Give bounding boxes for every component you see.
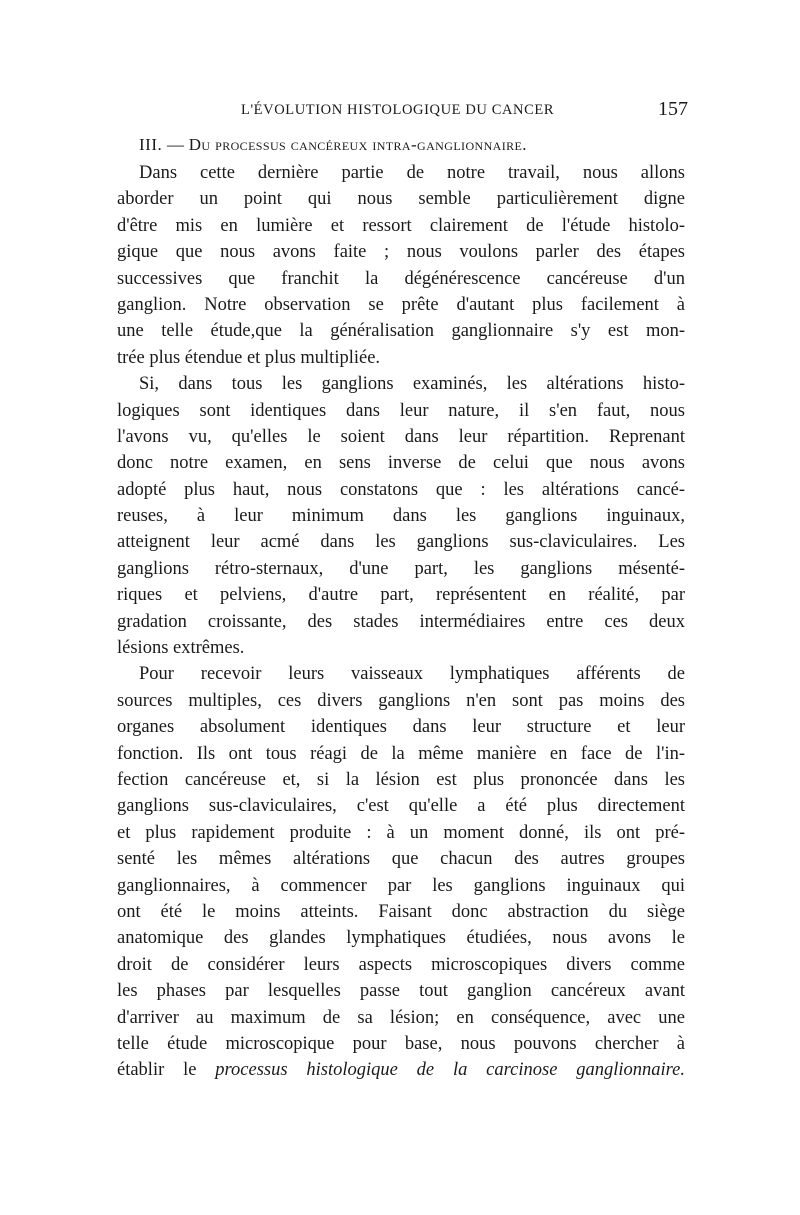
paragraph-2 <box>117 371 685 661</box>
text-line: ont été le moins atteints. Faisant donc abstraction du siège <box>117 901 685 922</box>
text-line: ganglions rétro-sternaux, d'une part, les ganglions mésenté- <box>117 558 685 579</box>
text-line: senté les mêmes altérations que chacun des autres groupes <box>117 849 685 870</box>
text-line: Dans cette dernière partie de notre travail, nous allons <box>139 163 685 183</box>
text-line: gique que nous avons faite ; nous voulons parler des étapes <box>117 242 685 263</box>
text-line: une telle étude,que la généralisation ganglionnaire s'y est mon- <box>117 321 685 342</box>
section-title: Du processus cancéreux intra-ganglionnaire. <box>188 135 527 154</box>
text-line: organes absolument identiques dans leur structure et leur <box>117 717 685 738</box>
text-line: ganglion. Notre observation se prête d'autant plus facilement à <box>117 294 685 315</box>
book-page <box>117 96 688 1084</box>
section-number: III. — <box>139 135 185 154</box>
page-number: 157 <box>658 98 688 120</box>
text-line: les phases par lesquelles passe tout ganglion cancéreux avant <box>117 981 685 1002</box>
paragraph-3 <box>117 661 685 1083</box>
text-line: telle étude microscopique pour base, nous pouvons chercher à <box>117 1033 685 1054</box>
section-heading <box>139 130 685 160</box>
text-line: successives que franchit la dégénérescence cancéreuse d'un <box>117 268 685 289</box>
text-line-final <box>117 1057 685 1083</box>
text-line: Si, dans tous les ganglions examinés, les altérations histo- <box>139 374 685 395</box>
italic-phrase: processus histologique de la carcinose ganglionnaire. <box>215 1060 685 1081</box>
text-line: fonction. Ils ont tous réagi de la même manière en face de l'in- <box>117 743 685 764</box>
text-line: droit de considérer leurs aspects microscopiques divers comme <box>117 954 685 975</box>
running-title: L'ÉVOLUTION HISTOLOGIQUE DU CANCER <box>241 102 555 118</box>
text-line: l'avons vu, qu'elles le soient dans leur répartition. Reprenant <box>117 426 685 447</box>
text-line: lésions extrêmes. <box>117 638 245 659</box>
text-line: sources multiples, ces divers ganglions n'en sont pas moins des <box>117 690 685 711</box>
text-line: Pour recevoir leurs vaisseaux lymphatiques afférents de <box>139 664 685 685</box>
text-line: atteignent leur acmé dans les ganglions sus-claviculaires. Les <box>117 532 685 553</box>
text-line: fection cancéreuse et, si la lésion est plus prononcée dans les <box>117 769 685 790</box>
text-line: ganglions sus-claviculaires, c'est qu'elle a été plus directement <box>117 796 685 817</box>
running-head <box>117 96 688 126</box>
text-line: d'arriver au maximum de sa lésion; en conséquence, avec une <box>117 1007 685 1028</box>
text-line: et plus rapidement produite : à un moment donné, ils ont pré- <box>117 822 685 843</box>
text-line: riques et pelviens, d'autre part, représentent en réalité, par <box>117 585 685 606</box>
text-line: d'être mis en lumière et ressort clairement de l'étude histolo- <box>117 215 685 236</box>
text-line: adopté plus haut, nous constatons que : les altérations cancé- <box>117 479 685 500</box>
paragraph-1 <box>117 160 685 371</box>
text-line: ganglionnaires, à commencer par les ganglions inguinaux qui <box>117 875 685 896</box>
text-line: anatomique des glandes lymphatiques étudiées, nous avons le <box>117 928 685 949</box>
text-line: logiques sont identiques dans leur nature, il s'en faut, nous <box>117 400 685 421</box>
final-line-prefix: établir le <box>117 1060 216 1081</box>
text-line: donc notre examen, en sens inverse de celui que nous avons <box>117 453 685 474</box>
text-line: reuses, à leur minimum dans les ganglions inguinaux, <box>117 506 685 527</box>
text-line: aborder un point qui nous semble particulièrement digne <box>117 189 685 210</box>
text-line: gradation croissante, des stades intermédiaires entre ces deux <box>117 611 685 632</box>
text-line: trée plus étendue et plus multipliée. <box>117 347 381 368</box>
